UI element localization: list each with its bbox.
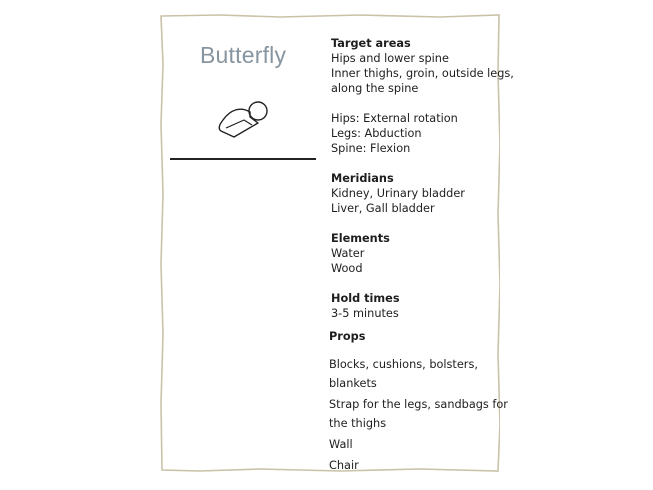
meridians-section <box>331 171 501 216</box>
elements-section <box>331 231 501 276</box>
butterfly-pose-icon <box>214 98 276 144</box>
prop-line: blankets <box>329 377 377 390</box>
section-line: Wood <box>331 262 363 275</box>
prop-line: Strap for the legs, sandbags for <box>329 398 508 411</box>
section-heading: Meridians <box>331 172 394 185</box>
prop-item <box>329 435 499 454</box>
hold-times-section <box>331 291 501 321</box>
section-heading: Hold times <box>331 292 400 305</box>
prop-line: Blocks, cushions, bolsters, <box>329 358 478 371</box>
section-line: Kidney, Urinary bladder <box>331 187 465 200</box>
prop-line: Wall <box>329 438 353 451</box>
movements-section <box>331 111 501 156</box>
prop-line: Chair <box>329 459 359 472</box>
props-heading: Props <box>329 330 366 343</box>
prop-item <box>329 395 508 433</box>
prop-item <box>329 456 499 475</box>
title-divider <box>170 158 316 160</box>
section-heading: Elements <box>331 232 390 245</box>
pose-title: Butterfly <box>200 42 287 68</box>
section-line: Water <box>331 247 365 260</box>
section-line: Inner thighs, groin, outside legs, <box>331 67 514 80</box>
props-section <box>329 329 508 477</box>
section-line: Liver, Gall bladder <box>331 202 435 215</box>
section-line: Spine: Flexion <box>331 142 411 155</box>
section-heading: Target areas <box>331 37 411 50</box>
section-line: along the spine <box>331 82 419 95</box>
prop-line: the thighs <box>329 417 387 430</box>
pose-info-column <box>331 36 514 336</box>
section-line: Hips and lower spine <box>331 52 449 65</box>
section-line: Hips: External rotation <box>331 112 458 125</box>
section-line: Legs: Abduction <box>331 127 422 140</box>
section-line: 3-5 minutes <box>331 307 399 320</box>
prop-item <box>329 355 499 393</box>
target-areas-section <box>331 36 514 96</box>
